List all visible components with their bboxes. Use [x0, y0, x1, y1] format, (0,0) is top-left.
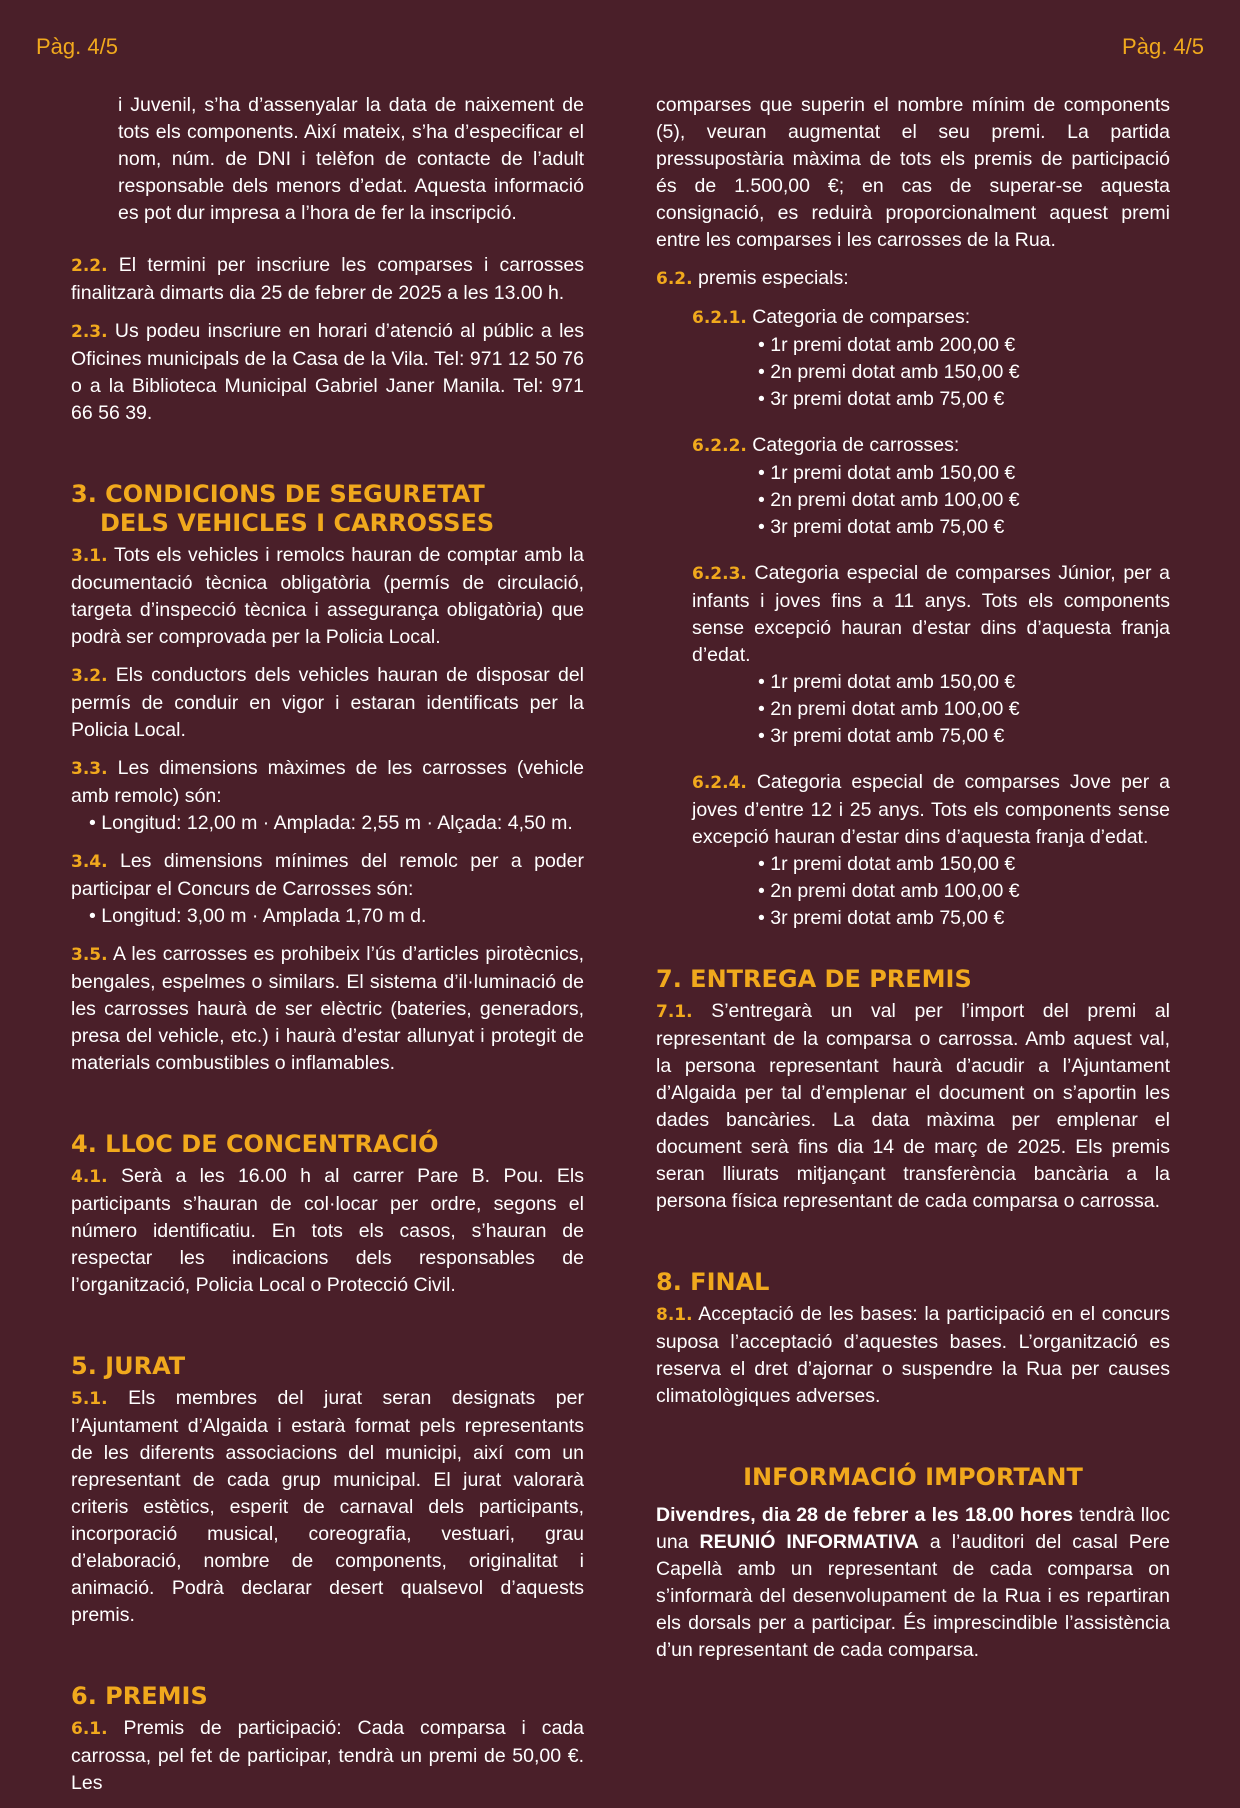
paragraph-6-1	[71, 1715, 584, 1797]
paragraph-6-2	[656, 265, 1170, 293]
paragraph-3-1	[71, 542, 584, 651]
clause-number: 5.1.	[71, 1389, 108, 1409]
page-number-left: Pàg. 4/5	[36, 34, 118, 59]
clause-text: Us podeu inscriure en horari d’atenció al públic a les Oficines municipals de la Casa de la Vila. Tel: 971 12 50 76 o a la Biblioteca Municipal Gabriel Janer Manila. Tel: 971 66 56 39.	[71, 320, 584, 424]
dimensions-max-list	[71, 810, 584, 837]
section-4-title: 4. LLOC DE CONCENTRACIÓ	[71, 1130, 439, 1158]
clause-text: Tots els vehicles i remolcs hauran de comptar amb la documentació tècnica obligatòria (permís de circulació, targeta d’inspecció tècnica i assegurança obligatòria) que podrà ser comprovada per la Policia Local.	[71, 544, 584, 648]
prize-list	[692, 460, 1170, 541]
clause-text: Els membres del jurat seran designats per l’Ajuntament d’Algaida i estarà format pels representants de les diferents associacions del municipi, així com un representant de cada grup municipal. El jurat valorarà criteris estètics, esperit de carnaval dels participants, incorporació musical, coreografia, vestuari, grau d’elaboració, nombre de components, originalitat i animació. Podrà declarar desert qualsevol d’aquests premis.	[71, 1387, 584, 1626]
prize-list	[692, 669, 1170, 750]
clause-text: Serà a les 16.00 h al carrer Pare B. Pou. Els participants s’hauran de col·locar per ordre, segons el número identificatiu. En tots els casos, s’hauran de respectar les indicacions dels responsables de l’organització, Policia Local o Protecció Civil.	[71, 1165, 584, 1296]
paragraph-3-3	[71, 755, 584, 810]
list-item: • Longitud: 12,00 m · Amplada: 2,55 m · Alçada: 4,50 m.	[89, 810, 584, 837]
meeting-date: Divendres, dia 28 de febrer a les 18.00 hores	[656, 1504, 1074, 1526]
clause-text: premis especials:	[698, 267, 849, 289]
dimensions-min-list	[71, 903, 584, 930]
prize-item: • 1r premi dotat amb 200,00 €	[758, 332, 1170, 359]
section-7-title: 7. ENTREGA DE PREMIS	[656, 965, 972, 993]
clause-text: Categoria especial de comparses Júnior, per a infants i joves fins a 11 anys. Tots els components sense excepció hauran d’estar dins d’aquesta franja d’edat.	[692, 562, 1171, 666]
prize-item: • 1r premi dotat amb 150,00 €	[758, 669, 1170, 696]
important-info-paragraph	[656, 1502, 1170, 1664]
prize-item: • 1r premi dotat amb 150,00 €	[758, 460, 1170, 487]
clause-number: 6.1.	[71, 1719, 108, 1739]
clause-number: 6.2.3.	[692, 564, 747, 584]
clause-text: S’entregarà un val per l’import del premi al representant de la comparsa o carrossa. Amb aquest val, la persona representant haurà d’acudir a l’Ajuntament d’Algaida per tal d’emplenar el document on s’aportin les dades bancàries. La data màxima per emplenar el document serà fins dia 14 de març de 2025. Els premis seran lliurats mitjançant transferència bancària a la persona física representant de cada comparsa o carrossa.	[656, 1000, 1170, 1212]
clause-text: Les dimensions màximes de les carrosses (vehicle amb remolc) són:	[71, 757, 585, 807]
right-column	[656, 92, 1170, 1675]
subsection-heading	[692, 304, 1170, 332]
subsection-heading	[692, 769, 1170, 851]
prize-item: • 3r premi dotat amb 75,00 €	[758, 514, 1170, 541]
section-6-title: 6. PREMIS	[71, 1682, 208, 1710]
clause-number: 3.3.	[71, 759, 108, 779]
paragraph-5-1	[71, 1385, 584, 1629]
clause-text: Categoria especial de comparses Jove per a joves d’entre 12 i 25 anys. Tots els components sense excepció hauran d’estar dins d’aquesta franja d’edat.	[692, 771, 1170, 848]
important-info-title: INFORMACIÓ IMPORTANT	[743, 1463, 1083, 1491]
prize-item: • 2n premi dotat amb 150,00 €	[758, 359, 1170, 386]
clause-number: 2.2.	[71, 256, 108, 276]
prize-item: • 3r premi dotat amb 75,00 €	[758, 905, 1170, 932]
prize-item: • 2n premi dotat amb 100,00 €	[758, 487, 1170, 514]
info-text: a l’auditori del casal Pere Capellà amb un representant de cada comparsa on s’informarà del desenvolupament de la Rua i es repartiran els dorsals per a participar. És imprescindible l’assistència d’un representant de cada comparsa.	[656, 1531, 1170, 1661]
prize-list	[692, 332, 1170, 413]
paragraph-3-2	[71, 662, 584, 744]
section-3-title	[71, 480, 584, 538]
clause-text: A les carrosses es prohibeix l’ús d’articles pirotècnics, bengales, espelmes o similars. El sistema d’il·luminació de les carrosses haurà de ser elèctric (bateries, generadors, presa del vehicle, etc.) i haurà d’estar allunyat i protegit de materials combustibles o inflamables.	[71, 943, 585, 1074]
clause-number: 3.1.	[71, 546, 108, 566]
subsection-6-2-3	[656, 560, 1170, 750]
paragraph-3-5	[71, 941, 584, 1077]
clause-text: Acceptació de les bases: la participació en el concurs suposa l’acceptació d’aquestes bases. L’organització es reserva el dret d’ajornar o suspendre la Rua per causes climatològiques adverses.	[656, 1303, 1170, 1407]
subsection-6-2-1	[656, 304, 1170, 413]
section-5-title: 5. JURAT	[71, 1352, 186, 1380]
paragraph-3-4	[71, 848, 584, 903]
paragraph-6-1-continued: comparses que superin el nombre mínim de components (5), veuran augmentat el seu premi. La partida pressupostària màxima de tots els premis de participació és de 1.500,00 €; en cas de superar-se aquesta consignació, es reduirà proporcionalment aquest premi entre les comparses i les carrosses de la Rua.	[656, 94, 1170, 251]
left-column	[71, 92, 584, 1808]
clause-number: 3.5.	[71, 945, 108, 965]
section-title-line: DELS VEHICLES I CARROSSES	[100, 509, 495, 537]
prize-item: • 3r premi dotat amb 75,00 €	[758, 723, 1170, 750]
paragraph-8-1	[656, 1301, 1170, 1410]
paragraph-7-1	[656, 998, 1170, 1215]
meeting-label: REUNIÓ INFORMATIVA	[699, 1531, 919, 1553]
prize-list	[692, 851, 1170, 932]
prize-item: • 1r premi dotat amb 150,00 €	[758, 851, 1170, 878]
paragraph-2-3	[71, 318, 584, 427]
section-8-title: 8. FINAL	[656, 1268, 770, 1296]
clause-number: 6.2.	[656, 269, 693, 289]
prize-item: • 2n premi dotat amb 100,00 €	[758, 878, 1170, 905]
paragraph-4-1	[71, 1163, 584, 1299]
clause-number: 3.2.	[71, 666, 108, 686]
prize-item: • 3r premi dotat amb 75,00 €	[758, 386, 1170, 413]
clause-number: 7.1.	[656, 1002, 693, 1022]
subsection-heading	[692, 560, 1170, 669]
subsection-6-2-2	[656, 432, 1170, 541]
list-item: • Longitud: 3,00 m · Amplada 1,70 m d.	[89, 903, 584, 930]
clause-number: 2.3.	[71, 322, 108, 342]
subsection-heading	[692, 432, 1170, 460]
clause-number: 6.2.4.	[692, 773, 747, 793]
clause-text: Categoria de carrosses:	[752, 434, 960, 456]
subsection-6-2-4	[656, 769, 1170, 932]
clause-number: 8.1.	[656, 1305, 693, 1325]
clause-text: Els conductors dels vehicles hauran de disposar del permís de conduir en vigor i estaran identificats per la Policia Local.	[71, 664, 584, 741]
page-number-right: Pàg. 4/5	[1122, 34, 1204, 59]
clause-number: 4.1.	[71, 1167, 108, 1187]
clause-number: 3.4.	[71, 852, 108, 872]
clause-number: 6.2.2.	[692, 436, 747, 456]
clause-text: El termini per inscriure les comparses i carrosses finalitzarà dimarts dia 25 de febrer de 2025 a les 13.00 h.	[71, 254, 585, 304]
clause-text: Categoria de comparses:	[752, 306, 971, 328]
clause-text: Premis de participació: Cada comparsa i cada carrossa, pel fet de participar, tendrà un premi de 50,00 €. Les	[71, 1717, 584, 1794]
paragraph-2-2	[71, 252, 584, 307]
clause-number: 6.2.1.	[692, 308, 747, 328]
section-title-line: 3. CONDICIONS DE SEGURETAT	[71, 480, 485, 508]
intro-paragraph: i Juvenil, s’ha d’assenyalar la data de naixement de tots els components. Així mateix, s’ha d’especificar el nom, núm. de DNI i telèfon de contacte de l’adult responsable dels menors d’edat. Aquesta informació es pot dur impresa a l’hora de fer la inscripció.	[118, 94, 584, 224]
prize-item: • 2n premi dotat amb 100,00 €	[758, 696, 1170, 723]
info-text: tendrà lloc una	[656, 1504, 1170, 1553]
clause-text: Les dimensions mínimes del remolc per a poder participar el Concurs de Carrosses són:	[71, 850, 584, 900]
